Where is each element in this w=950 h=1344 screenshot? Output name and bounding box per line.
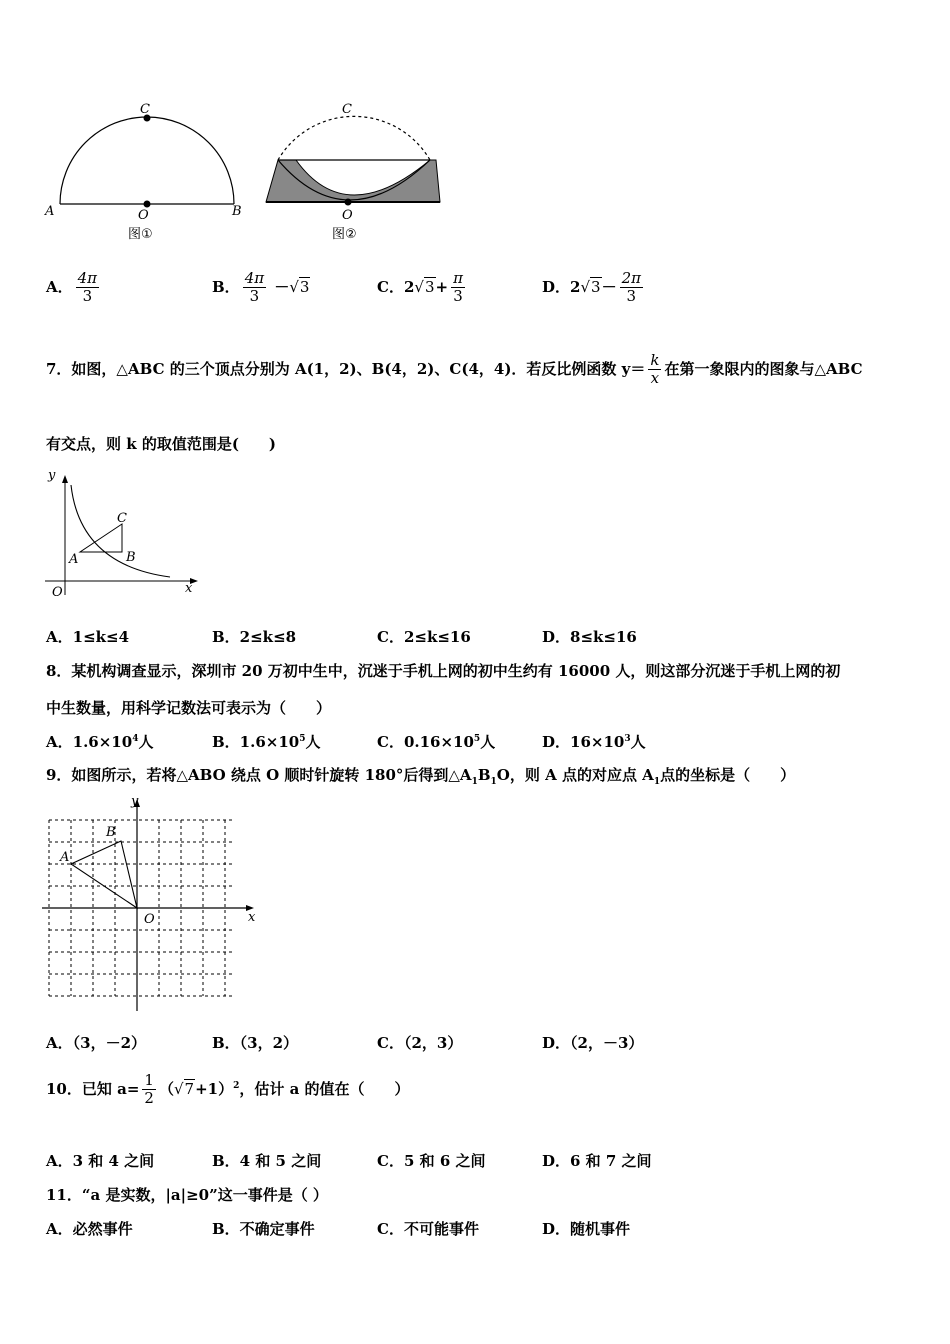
fig1-label-a: A — [45, 204, 55, 219]
q9-fig-x: x — [248, 910, 256, 925]
q10-option-d[interactable]: D．6 和 7 之间 — [542, 1152, 652, 1170]
q10-option-b[interactable]: B．4 和 5 之间 — [212, 1152, 322, 1170]
q11-text: 11．“a 是实数，|a|≥0”这一事件是（ ） — [46, 1186, 328, 1204]
q7-fig-c: C — [117, 511, 127, 526]
q6-figure-2 — [258, 95, 453, 250]
q11-option-d[interactable]: D．随机事件 — [542, 1220, 631, 1238]
q6-option-a[interactable]: A． $\frac{4\pi}{3}$ — [46, 269, 98, 306]
q8-option-a[interactable]: A．$1.6\times 10^4$人 — [46, 733, 154, 751]
q11-option-a[interactable]: A．必然事件 — [46, 1220, 133, 1238]
q9-fig-b: B — [106, 825, 116, 840]
q6-option-d[interactable]: D．2√3－ $\frac{2\pi}{3}$ — [542, 269, 641, 306]
q6-option-b[interactable]: B． $\frac{4\pi}{3}$ －√3 — [212, 269, 310, 306]
fig2-label-c: C — [342, 102, 352, 117]
q7-line1: 7．如图，△ABC 的三个顶点分别为 A(1，2)、B(4，2)、C(4，4)．若反比例函数 y＝ $\frac{k}{x}$ 在第一象限内的图象与△ABC — [46, 351, 863, 388]
q7-fig-a: A — [69, 552, 79, 567]
q8-option-c[interactable]: C．$0.16\times 10^5$人 — [377, 733, 496, 751]
fig2-label-o: O — [342, 208, 353, 223]
fig1-label-c: C — [140, 102, 150, 117]
q9-fig-a: A — [60, 850, 70, 865]
q7-option-a[interactable]: A．1≤k≤4 — [46, 628, 130, 646]
fig2-caption: 图② — [332, 227, 357, 242]
q7-fig-y: y — [48, 468, 56, 483]
q9-fig-y: y — [131, 795, 139, 809]
fig1-label-o: O — [138, 208, 149, 223]
q7-fig-x: x — [185, 581, 193, 596]
q9-option-b[interactable]: B．（3，2） — [212, 1034, 299, 1052]
q7-option-d[interactable]: D．8≤k≤16 — [542, 628, 637, 646]
q6-figure-1 — [40, 95, 260, 250]
q8-line2: 中生数量，用科学记数法可表示为（ ） — [46, 699, 332, 717]
q10-option-c[interactable]: C．5 和 6 之间 — [377, 1152, 486, 1170]
q7-line2: 有交点，则 k 的取值范围是( ) — [46, 435, 277, 453]
q7-fig-o: O — [52, 585, 63, 600]
q9-fig-o: O — [144, 912, 155, 927]
q9-option-d[interactable]: D．（2，－3） — [542, 1034, 644, 1052]
q8-option-b[interactable]: B．$1.6\times 10^5$人 — [212, 733, 321, 751]
q9-figure — [40, 795, 265, 1015]
q10-text: 10．已知 a= $\frac{1}{2}$ $(√7+1)^2$，估计 a 的值在（ ） — [46, 1071, 410, 1108]
q9-text: 9．如图所示，若将△ABO 绕点 O 顺时针旋转 180°后得到$\triangle A_1B_1O$，则 A 点的对应点 $A_1$点的坐标是（ ） — [46, 766, 796, 787]
q11-option-b[interactable]: B．不确定事件 — [212, 1220, 315, 1238]
q7-option-b[interactable]: B．2≤k≤8 — [212, 628, 297, 646]
q6-option-c[interactable]: C．2√3+ $\frac{\pi}{3}$ — [377, 269, 463, 306]
q8-option-d[interactable]: D．$16\times 10^3$人 — [542, 733, 646, 751]
q9-option-a[interactable]: A．（3，－2） — [46, 1034, 147, 1052]
q10-option-a[interactable]: A．3 和 4 之间 — [46, 1152, 155, 1170]
q7-fig-b: B — [126, 550, 136, 565]
fig1-label-b: B — [232, 204, 242, 219]
q8-line1: 8．某机构调查显示，深圳市 20 万初中生中，沉迷于手机上网的初中生约有 16000 人，则这部分沉迷于手机上网的初 — [46, 662, 841, 680]
q7-option-c[interactable]: C．2≤k≤16 — [377, 628, 471, 646]
fig1-caption: 图① — [128, 227, 153, 242]
q11-option-c[interactable]: C．不可能事件 — [377, 1220, 479, 1238]
q9-option-c[interactable]: C．（2，3） — [377, 1034, 463, 1052]
q7-figure — [40, 465, 205, 605]
